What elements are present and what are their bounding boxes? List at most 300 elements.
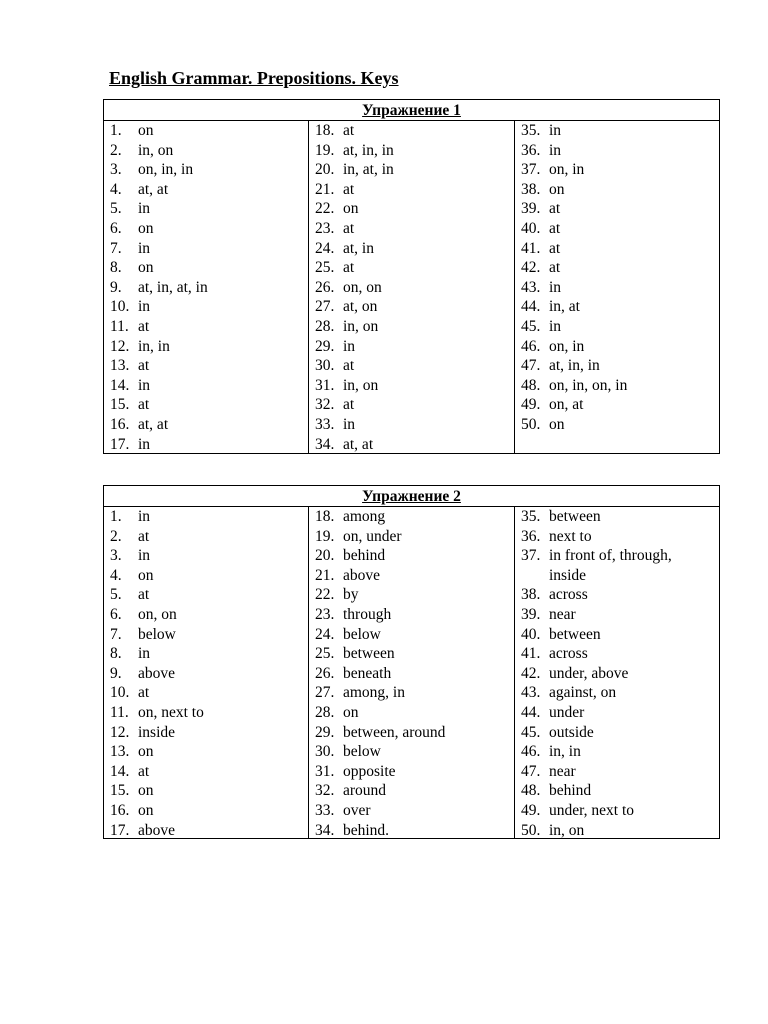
answer-text: at <box>343 219 355 237</box>
answer-text: in front of, through, inside <box>549 547 672 584</box>
answer-item <box>309 683 514 703</box>
answer-text: on <box>138 566 154 584</box>
answer-number: 17. <box>110 821 130 839</box>
answer-item <box>515 625 719 645</box>
answer-text: on <box>138 259 154 277</box>
answer-number: 34. <box>315 435 335 453</box>
answer-item <box>309 585 514 605</box>
answer-number: 6. <box>110 605 122 623</box>
answer-number: 16. <box>110 415 130 433</box>
answer-text: in <box>138 508 151 525</box>
answer-number: 36. <box>521 527 541 545</box>
answer-item <box>515 683 719 703</box>
answer-number: 28. <box>315 317 335 335</box>
answer-number: 5. <box>110 200 122 218</box>
answer-text: at, on <box>343 298 378 316</box>
answer-text: in, on <box>343 376 379 394</box>
answer-text: between <box>343 645 395 663</box>
answer-item <box>515 801 719 821</box>
exercise-1-table <box>103 99 720 454</box>
answer-text: in <box>138 298 151 316</box>
answer-text: on, at <box>549 396 584 414</box>
answer-item <box>309 566 514 586</box>
answer-list <box>515 507 719 840</box>
answer-item <box>515 278 719 298</box>
answer-item <box>104 199 308 219</box>
answer-item <box>104 605 308 625</box>
answer-number: 3. <box>110 547 122 565</box>
answer-number: 30. <box>315 743 335 761</box>
answer-number: 1. <box>110 122 122 139</box>
answer-text: across <box>549 645 588 663</box>
answer-number: 36. <box>521 141 541 159</box>
answer-number: 10. <box>110 684 130 702</box>
answer-item <box>104 781 308 801</box>
answer-text: in <box>549 141 562 159</box>
answer-item <box>104 664 308 684</box>
answer-text: in, in <box>138 337 170 355</box>
answer-item <box>515 821 719 841</box>
answer-text: in <box>138 200 151 218</box>
answer-item <box>309 762 514 782</box>
answer-number: 49. <box>521 396 541 414</box>
answer-item <box>515 219 719 239</box>
answer-number: 31. <box>315 376 335 394</box>
answer-text: in <box>549 317 562 335</box>
answer-number: 42. <box>521 259 541 277</box>
answer-item <box>515 297 719 317</box>
answer-text: inside <box>138 723 176 741</box>
answer-number: 16. <box>110 801 130 819</box>
answer-number: 47. <box>521 357 541 375</box>
answer-number: 25. <box>315 645 335 663</box>
answer-item <box>309 239 514 259</box>
answer-number: 40. <box>521 625 541 643</box>
answer-item <box>515 546 719 585</box>
answer-text: on <box>138 743 154 761</box>
answer-text: under, above <box>549 664 629 682</box>
answer-column-1 <box>104 121 309 453</box>
answer-number: 48. <box>521 782 541 800</box>
answer-column-3 <box>515 121 719 453</box>
answer-number: 4. <box>110 180 122 198</box>
answer-number: 29. <box>315 723 335 741</box>
answer-item <box>309 801 514 821</box>
answer-column-1 <box>104 507 309 838</box>
answer-item <box>104 121 308 141</box>
answer-number: 4. <box>110 566 122 584</box>
answer-number: 35. <box>521 508 541 525</box>
answer-item <box>309 258 514 278</box>
answer-text: in, on <box>343 317 379 335</box>
answer-item <box>309 723 514 743</box>
answer-item <box>515 376 719 396</box>
answer-item <box>104 415 308 435</box>
answer-item <box>309 199 514 219</box>
answer-number: 19. <box>315 527 335 545</box>
answer-item <box>104 317 308 337</box>
answer-text: on, on <box>343 278 382 296</box>
answer-number: 47. <box>521 762 541 780</box>
answer-column-2 <box>309 507 515 838</box>
answer-text: at <box>343 180 355 198</box>
answer-number: 46. <box>521 337 541 355</box>
answer-number: 21. <box>315 566 335 584</box>
answer-text: below <box>138 625 176 643</box>
answer-text: above <box>343 566 381 584</box>
answer-text: in <box>549 122 562 139</box>
answer-text: on <box>343 200 359 218</box>
answer-number: 22. <box>315 586 335 604</box>
answer-item <box>104 723 308 743</box>
exercise-2-columns <box>104 507 719 838</box>
answer-item <box>309 278 514 298</box>
answer-text: at <box>549 200 561 218</box>
answer-text: across <box>549 586 588 604</box>
answer-number: 39. <box>521 605 541 623</box>
answer-item <box>515 507 719 527</box>
answer-number: 27. <box>315 684 335 702</box>
answer-number: 17. <box>110 435 130 453</box>
answer-text: on, under <box>343 527 402 545</box>
answer-text: on <box>343 703 359 721</box>
answer-text: at, at <box>138 180 169 198</box>
answer-number: 30. <box>315 357 335 375</box>
answer-number: 11. <box>110 317 129 335</box>
answer-text: by <box>343 586 359 604</box>
answer-text: beneath <box>343 664 392 682</box>
answer-item <box>104 141 308 161</box>
answer-item <box>309 297 514 317</box>
answer-item <box>104 546 308 566</box>
answer-item <box>515 664 719 684</box>
answer-number: 50. <box>521 415 541 433</box>
answer-number: 11. <box>110 703 129 721</box>
answer-item <box>515 703 719 723</box>
answer-text: in, on <box>549 821 585 839</box>
answer-text: at <box>549 219 561 237</box>
answer-text: next to <box>549 527 592 545</box>
answer-text: at <box>343 396 355 414</box>
answer-item <box>515 605 719 625</box>
answer-text: in, in <box>549 743 581 761</box>
answer-number: 32. <box>315 396 335 414</box>
answer-item <box>104 625 308 645</box>
answer-number: 12. <box>110 723 130 741</box>
answer-text: at, at <box>343 435 374 453</box>
answer-text: under, next to <box>549 801 635 819</box>
answer-number: 41. <box>521 645 541 663</box>
answer-item <box>309 121 514 141</box>
answer-item <box>309 821 514 841</box>
answer-number: 32. <box>315 782 335 800</box>
answer-item <box>515 258 719 278</box>
answer-item <box>515 337 719 357</box>
answer-text: between <box>549 625 601 643</box>
answer-list <box>309 507 514 840</box>
answer-text: below <box>343 625 381 643</box>
answer-text: at <box>138 684 150 702</box>
answer-text: through <box>343 605 392 623</box>
answer-number: 50. <box>521 821 541 839</box>
answer-item <box>104 683 308 703</box>
answer-item <box>515 742 719 762</box>
exercise-1-columns <box>104 121 719 453</box>
answer-item <box>515 585 719 605</box>
answer-number: 7. <box>110 239 122 257</box>
answer-item <box>515 160 719 180</box>
answer-item <box>309 395 514 415</box>
answer-item <box>515 762 719 782</box>
answer-text: against, on <box>549 684 617 702</box>
answer-number: 12. <box>110 337 130 355</box>
answer-number: 46. <box>521 743 541 761</box>
answer-number: 37. <box>521 161 541 179</box>
answer-text: among <box>343 508 386 525</box>
answer-number: 23. <box>315 219 335 237</box>
answer-text: in <box>343 337 356 355</box>
answer-number: 40. <box>521 219 541 237</box>
answer-number: 19. <box>315 141 335 159</box>
answer-text: in, at <box>549 298 580 316</box>
answer-item <box>309 180 514 200</box>
answer-item <box>515 527 719 547</box>
answer-number: 26. <box>315 664 335 682</box>
answer-number: 5. <box>110 586 122 604</box>
answer-number: 39. <box>521 200 541 218</box>
answer-item <box>515 723 719 743</box>
answer-item <box>309 781 514 801</box>
answer-text: in <box>343 415 356 433</box>
answer-number: 28. <box>315 703 335 721</box>
answer-text: over <box>343 801 371 819</box>
answer-text: opposite <box>343 762 396 780</box>
answer-item <box>104 395 308 415</box>
answer-item <box>309 742 514 762</box>
answer-number: 15. <box>110 396 130 414</box>
answer-item <box>104 376 308 396</box>
answer-item <box>309 507 514 527</box>
answer-item <box>104 435 308 455</box>
answer-text: at, in, at, in <box>138 278 208 296</box>
answer-text: above <box>138 821 176 839</box>
answer-text: outside <box>549 723 594 741</box>
answer-item <box>309 141 514 161</box>
answer-text: at, at <box>138 415 169 433</box>
answer-item <box>515 395 719 415</box>
answer-number: 3. <box>110 161 122 179</box>
answer-text: in <box>138 547 151 565</box>
answer-text: on <box>549 415 565 433</box>
answer-text: at <box>138 527 150 545</box>
answer-number: 13. <box>110 357 130 375</box>
answer-item <box>104 801 308 821</box>
answer-item <box>104 239 308 259</box>
answer-text: around <box>343 782 387 800</box>
answer-number: 1. <box>110 508 122 525</box>
answer-item <box>104 297 308 317</box>
answer-text: behind <box>549 782 592 800</box>
answer-item <box>515 415 719 435</box>
answer-item <box>104 703 308 723</box>
answer-number: 43. <box>521 684 541 702</box>
answer-item <box>309 317 514 337</box>
answer-item <box>104 644 308 664</box>
answer-text: at <box>343 259 355 277</box>
answer-item <box>104 160 308 180</box>
answer-item <box>104 337 308 357</box>
answer-number: 20. <box>315 161 335 179</box>
answer-text: in <box>138 376 151 394</box>
answer-item <box>309 605 514 625</box>
answer-item <box>515 356 719 376</box>
answer-item <box>104 507 308 527</box>
answer-item <box>515 141 719 161</box>
answer-number: 37. <box>521 547 541 565</box>
answer-text: on <box>138 219 154 237</box>
answer-number: 18. <box>315 122 335 139</box>
answer-item <box>309 625 514 645</box>
answer-item <box>515 317 719 337</box>
answer-number: 23. <box>315 605 335 623</box>
answer-item <box>309 703 514 723</box>
answer-text: at, in <box>343 239 374 257</box>
answer-text: at <box>549 259 561 277</box>
answer-text: on <box>138 122 154 139</box>
answer-text: at <box>138 357 150 375</box>
answer-number: 34. <box>315 821 335 839</box>
answer-number: 7. <box>110 625 122 643</box>
answer-item <box>309 527 514 547</box>
answer-number: 49. <box>521 801 541 819</box>
exercise-2-header: Упражнение 2 <box>104 486 719 507</box>
answer-number: 44. <box>521 703 541 721</box>
answer-text: at, in, in <box>343 141 394 159</box>
answer-text: in <box>549 278 562 296</box>
answer-text: in <box>138 239 151 257</box>
answer-text: behind. <box>343 821 390 839</box>
answer-text: at <box>138 586 150 604</box>
answer-text: near <box>549 762 576 780</box>
answer-item <box>309 160 514 180</box>
answer-item <box>104 821 308 841</box>
answer-text: on, in <box>549 161 585 179</box>
answer-text: at <box>138 762 150 780</box>
answer-number: 9. <box>110 664 122 682</box>
answer-list <box>104 507 308 840</box>
answer-text: at <box>549 239 561 257</box>
answer-column-2 <box>309 121 515 453</box>
answer-number: 33. <box>315 415 335 433</box>
answer-list <box>515 121 719 435</box>
answer-item <box>309 664 514 684</box>
answer-item <box>104 742 308 762</box>
exercise-1-header: Упражнение 1 <box>104 100 719 121</box>
answer-text: among, in <box>343 684 405 702</box>
answer-text: behind <box>343 547 386 565</box>
answer-number: 14. <box>110 762 130 780</box>
answer-item <box>515 199 719 219</box>
answer-number: 21. <box>315 180 335 198</box>
answer-number: 24. <box>315 239 335 257</box>
answer-number: 42. <box>521 664 541 682</box>
answer-item <box>104 762 308 782</box>
answer-number: 10. <box>110 298 130 316</box>
answer-number: 41. <box>521 239 541 257</box>
answer-item <box>515 644 719 664</box>
answer-text: at <box>343 357 355 375</box>
answer-number: 15. <box>110 782 130 800</box>
answer-text: on, on <box>138 605 177 623</box>
answer-item <box>104 585 308 605</box>
answer-number: 26. <box>315 278 335 296</box>
answer-number: 44. <box>521 298 541 316</box>
answer-text: on <box>549 180 565 198</box>
answer-number: 38. <box>521 586 541 604</box>
answer-number: 20. <box>315 547 335 565</box>
answer-number: 6. <box>110 219 122 237</box>
answer-item <box>104 219 308 239</box>
answer-item <box>309 546 514 566</box>
answer-item <box>309 644 514 664</box>
answer-number: 25. <box>315 259 335 277</box>
page-title: English Grammar. Prepositions. Keys <box>109 68 399 88</box>
answer-item <box>309 219 514 239</box>
answer-text: at <box>343 122 355 139</box>
answer-item <box>515 121 719 141</box>
answer-number: 35. <box>521 122 541 139</box>
answer-number: 2. <box>110 141 122 159</box>
answer-number: 13. <box>110 743 130 761</box>
answer-number: 31. <box>315 762 335 780</box>
answer-text: at, in, in <box>549 357 600 375</box>
answer-number: 18. <box>315 508 335 525</box>
answer-text: on <box>138 782 154 800</box>
answer-list <box>104 121 308 454</box>
answer-item <box>104 527 308 547</box>
answer-text: in <box>138 435 151 453</box>
answer-item <box>515 239 719 259</box>
answer-number: 14. <box>110 376 130 394</box>
answer-number: 9. <box>110 278 122 296</box>
answer-text: in, on <box>138 141 174 159</box>
answer-number: 45. <box>521 723 541 741</box>
answer-number: 2. <box>110 527 122 545</box>
answer-text: above <box>138 664 176 682</box>
answer-text: near <box>549 605 576 623</box>
answer-text: at <box>138 317 150 335</box>
answer-text: under <box>549 703 585 721</box>
answer-text: on <box>138 801 154 819</box>
answer-item <box>104 278 308 298</box>
answer-number: 48. <box>521 376 541 394</box>
answer-item <box>104 356 308 376</box>
answer-text: between, around <box>343 723 446 741</box>
answer-item <box>309 337 514 357</box>
answer-item <box>515 781 719 801</box>
answer-text: in <box>138 645 151 663</box>
answer-item <box>104 258 308 278</box>
answer-number: 22. <box>315 200 335 218</box>
answer-column-3 <box>515 507 719 838</box>
answer-text: below <box>343 743 381 761</box>
answer-number: 24. <box>315 625 335 643</box>
answer-text: between <box>549 508 601 525</box>
answer-number: 29. <box>315 337 335 355</box>
answer-number: 8. <box>110 259 122 277</box>
answer-number: 43. <box>521 278 541 296</box>
answer-item <box>104 180 308 200</box>
